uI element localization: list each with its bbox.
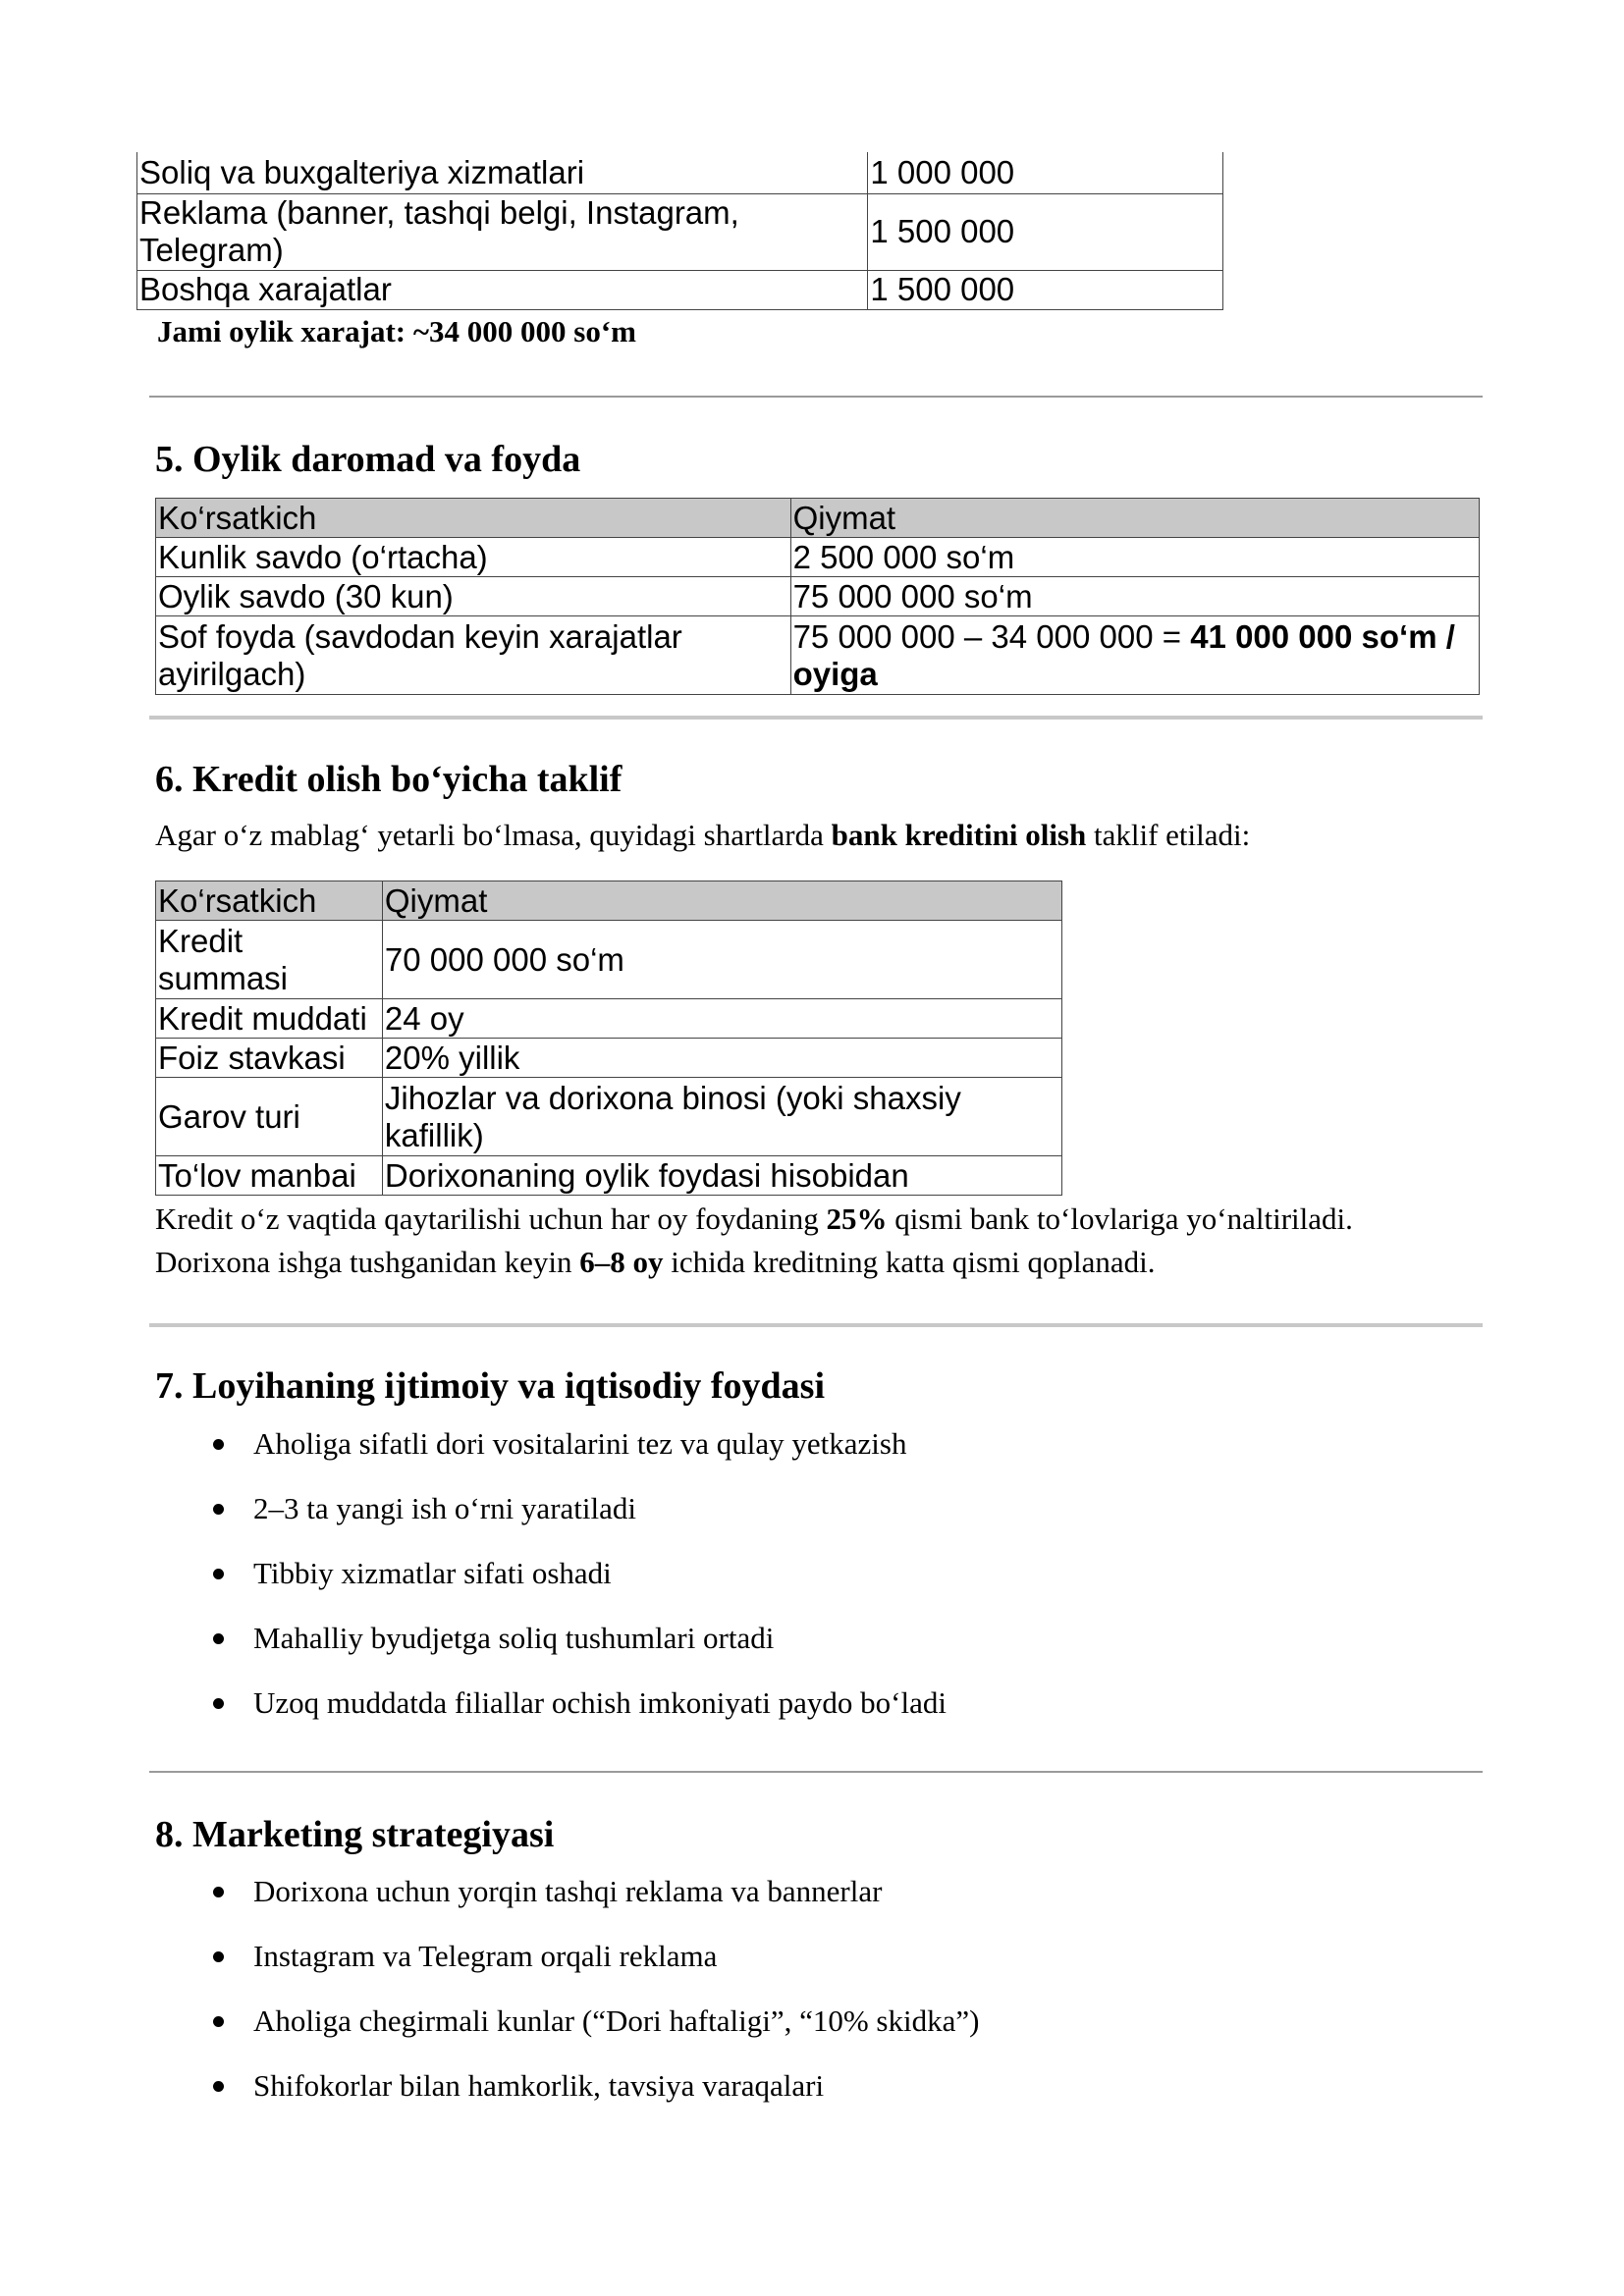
expense-value: 1 500 000 — [868, 270, 1223, 309]
intro-text: Agar o‘z mablag‘ yetarli bo‘lmasa, quyidagi shartlarda — [155, 818, 832, 852]
list-item: 2–3 ta yangi ish o‘rni yaratiladi — [211, 1489, 947, 1554]
table-row — [156, 921, 1062, 999]
table-row — [156, 616, 1480, 695]
monthly-expense-total: Jami oylik xarajat: ~34 000 000 so‘m — [157, 314, 636, 348]
intro-text-end: taklif etiladi: — [1086, 818, 1251, 852]
expense-label: Soliq va buxgalteriya xizmatlari — [137, 152, 868, 193]
section-8-title: 8. Marketing strategiyasi — [155, 1814, 555, 1855]
expense-value: 1 000 000 — [868, 152, 1223, 193]
credit-label: Kredit summasi — [156, 921, 383, 999]
list-item: Uzoq muddatda filiallar ochish imkoniyati paydo bo‘ladi — [211, 1683, 947, 1748]
credit-label: Foiz stavkasi — [156, 1039, 383, 1078]
credit-value: 20% yillik — [382, 1039, 1061, 1078]
table-row — [156, 999, 1062, 1039]
table-header-row — [156, 499, 1480, 538]
list-item: Instagram va Telegram orqali reklama — [211, 1937, 979, 2002]
note-text-end: ichida kreditning katta qismi qoplanadi. — [663, 1245, 1156, 1279]
list-item: Mahalliy byudjetga soliq tushumlari ortadi — [211, 1619, 947, 1683]
section-6-title: 6. Kredit olish bo‘yicha taklif — [155, 759, 623, 800]
credit-value: 24 oy — [382, 999, 1061, 1039]
credit-table — [155, 881, 1062, 1196]
credit-note-1 — [155, 1200, 1353, 1239]
table-row — [156, 577, 1480, 616]
expense-label: Boshqa xarajatlar — [137, 270, 868, 309]
table-row — [156, 1078, 1062, 1156]
note-text-end: qismi bank to‘lovlariga yo‘naltiriladi. — [887, 1201, 1353, 1236]
indicator-label: Oylik savdo (30 kun) — [156, 577, 791, 616]
list-item: Shifokorlar bilan hamkorlik, tavsiya varaqalari — [211, 2066, 979, 2131]
section-5-title: 5. Oylik daromad va foyda — [155, 439, 581, 480]
divider — [149, 1771, 1483, 1773]
credit-label: To‘lov manbai — [156, 1156, 383, 1196]
table-row — [156, 1156, 1062, 1196]
marketing-list — [211, 1872, 979, 2131]
credit-note-2 — [155, 1243, 1156, 1282]
note-text: Dorixona ishga tushganidan keyin — [155, 1245, 580, 1279]
note-bold: 25% — [826, 1201, 888, 1236]
expense-value: 1 500 000 — [868, 193, 1223, 270]
section-7-title: 7. Loyihaning ijtimoiy va iqtisodiy foydasi — [155, 1365, 826, 1407]
expense-label: Reklama (banner, tashqi belgi, Instagram, Telegram) — [137, 193, 868, 270]
credit-label: Kredit muddati — [156, 999, 383, 1039]
note-text: Kredit o‘z vaqtida qaytarilishi uchun har oy foydaning — [155, 1201, 827, 1236]
divider — [149, 396, 1483, 398]
credit-value: 70 000 000 so‘m — [382, 921, 1061, 999]
credit-value: Dorixonaning oylik foydasi hisobidan — [382, 1156, 1061, 1196]
divider — [149, 716, 1483, 720]
list-item: Aholiga chegirmali kunlar (“Dori haftaligi”, “10% skidka”) — [211, 2002, 979, 2066]
profit-result: 41 000 000 so‘m / oyiga — [792, 617, 1455, 692]
table-row — [156, 538, 1480, 577]
table-header-row — [156, 881, 1062, 921]
indicator-label: Kunlik savdo (o‘rtacha) — [156, 538, 791, 577]
profit-formula: 75 000 000 – 34 000 000 = — [792, 617, 1191, 655]
header-indicator: Ko‘rsatkich — [156, 499, 791, 538]
table-row — [156, 1039, 1062, 1078]
indicator-label: Sof foyda (savdodan keyin xarajatlar ayirilgach) — [156, 616, 791, 695]
header-value: Qiymat — [790, 499, 1479, 538]
credit-intro — [155, 816, 1250, 855]
table-row — [137, 193, 1223, 270]
header-indicator: Ko‘rsatkich — [156, 881, 383, 921]
list-item: Dorixona uchun yorqin tashqi reklama va bannerlar — [211, 1872, 979, 1937]
intro-bold: bank kreditini olish — [831, 818, 1087, 852]
credit-value: Jihozlar va dorixona binosi (yoki shaxsiy kafillik) — [382, 1078, 1061, 1156]
indicator-value: 2 500 000 so‘m — [790, 538, 1479, 577]
credit-label: Garov turi — [156, 1078, 383, 1156]
list-item: Tibbiy xizmatlar sifati oshadi — [211, 1554, 947, 1619]
note-bold: 6–8 oy — [579, 1245, 664, 1279]
income-table — [155, 498, 1480, 695]
divider — [149, 1323, 1483, 1327]
list-item: Aholiga sifatli dori vositalarini tez va qulay yetkazish — [211, 1424, 947, 1489]
indicator-value: 75 000 000 so‘m — [790, 577, 1479, 616]
expenses-table — [136, 152, 1223, 310]
social-benefits-list — [211, 1424, 947, 1748]
header-value: Qiymat — [382, 881, 1061, 921]
indicator-value — [790, 616, 1479, 695]
table-row — [137, 270, 1223, 309]
table-row — [137, 152, 1223, 193]
